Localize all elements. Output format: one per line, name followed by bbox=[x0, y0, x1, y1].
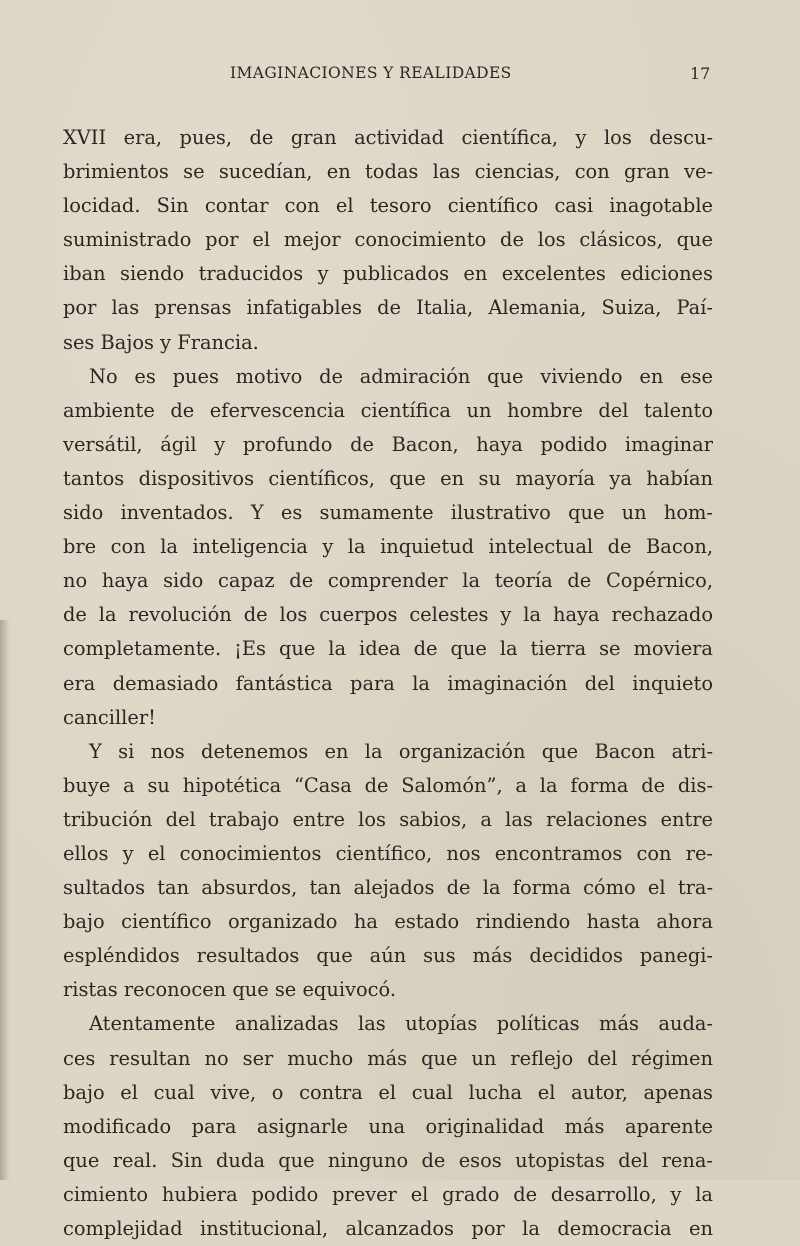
text-line: sido inventados. Y es sumamente ilustrativo que un hom- bbox=[63, 501, 713, 525]
text-line: por las prensas infatigables de Italia, Alemania, Suiza, Paí- bbox=[63, 296, 713, 320]
text-line: no haya sido capaz de comprender la teoría de Copérnico, bbox=[63, 569, 713, 593]
text-line: modificado para asignarle una originalidad más aparente bbox=[63, 1114, 713, 1138]
text-line: XVII era, pues, de gran actividad científica, y los descu- bbox=[63, 126, 713, 149]
text-line: ses Bajos y Francia. bbox=[63, 330, 259, 354]
text-line: complejidad institucional, alcanzados por la democracia en bbox=[63, 1217, 713, 1240]
text-line: tantos dispositivos científicos, que en su mayoría ya habían bbox=[63, 466, 713, 490]
text-line: No es pues motivo de admiración que viviendo en ese bbox=[89, 364, 713, 388]
text-line: sultados tan absurdos, tan alejados de la forma cómo el tra- bbox=[63, 876, 713, 900]
text-line: ambiente de efervescencia científica un hombre del talento bbox=[63, 398, 713, 422]
text-line: completamente. ¡Es que la idea de que la tierra se moviera bbox=[63, 637, 713, 661]
text-line: ristas reconocen que se equivocó. bbox=[63, 978, 397, 1002]
text-line: cimiento hubiera podido prever el grado de desarrollo, y la bbox=[63, 1182, 713, 1206]
text-line: suministrado por el mejor conocimiento de los clásicos, que bbox=[63, 228, 713, 252]
text-line: ellos y el conocimientos científico, nos encontramos con re- bbox=[63, 841, 713, 865]
text-line: buye a su hipotética “Casa de Salomón”, a la forma de dis- bbox=[63, 773, 713, 797]
text-line: bajo el cual vive, o contra el cual lucha el autor, apenas bbox=[63, 1080, 713, 1104]
text-line: Atentamente analizadas las utopías políticas más auda- bbox=[89, 1012, 713, 1036]
text-line: iban siendo traducidos y publicados en excelentes ediciones bbox=[63, 262, 713, 286]
text-line: tribución del trabajo entre los sabios, a las relaciones entre bbox=[63, 807, 713, 831]
text-line: ces resultan no ser mucho más que un reflejo del régimen bbox=[63, 1046, 713, 1070]
text-line: espléndidos resultados que aún sus más decididos panegi- bbox=[63, 944, 713, 968]
page-edge-shadow bbox=[0, 620, 10, 1180]
text-line: era demasiado fantástica para la imaginación del inquieto bbox=[63, 671, 713, 695]
text-line: de la revolución de los cuerpos celestes y la haya rechazado bbox=[63, 603, 713, 627]
text-line: brimientos se sucedían, en todas las ciencias, con gran ve- bbox=[63, 160, 713, 184]
text-line: Y si nos detenemos en la organización que Bacon atri- bbox=[89, 739, 713, 763]
text-line: que real. Sin duda que ninguno de esos utopistas del rena- bbox=[63, 1148, 713, 1172]
text-line: versátil, ágil y profundo de Bacon, haya podido imaginar bbox=[63, 432, 713, 456]
text-line: bre con la inteligencia y la inquietud intelectual de Bacon, bbox=[63, 535, 713, 559]
text-line: bajo científico organizado ha estado rindiendo hasta ahora bbox=[63, 910, 713, 934]
page-number: 17 bbox=[690, 64, 711, 83]
body-text bbox=[63, 121, 713, 1246]
text-line: locidad. Sin contar con el tesoro científico casi inagotable bbox=[63, 194, 713, 218]
running-title: IMAGINACIONES Y REALIDADES bbox=[230, 64, 512, 82]
text-line: canciller! bbox=[63, 705, 156, 729]
